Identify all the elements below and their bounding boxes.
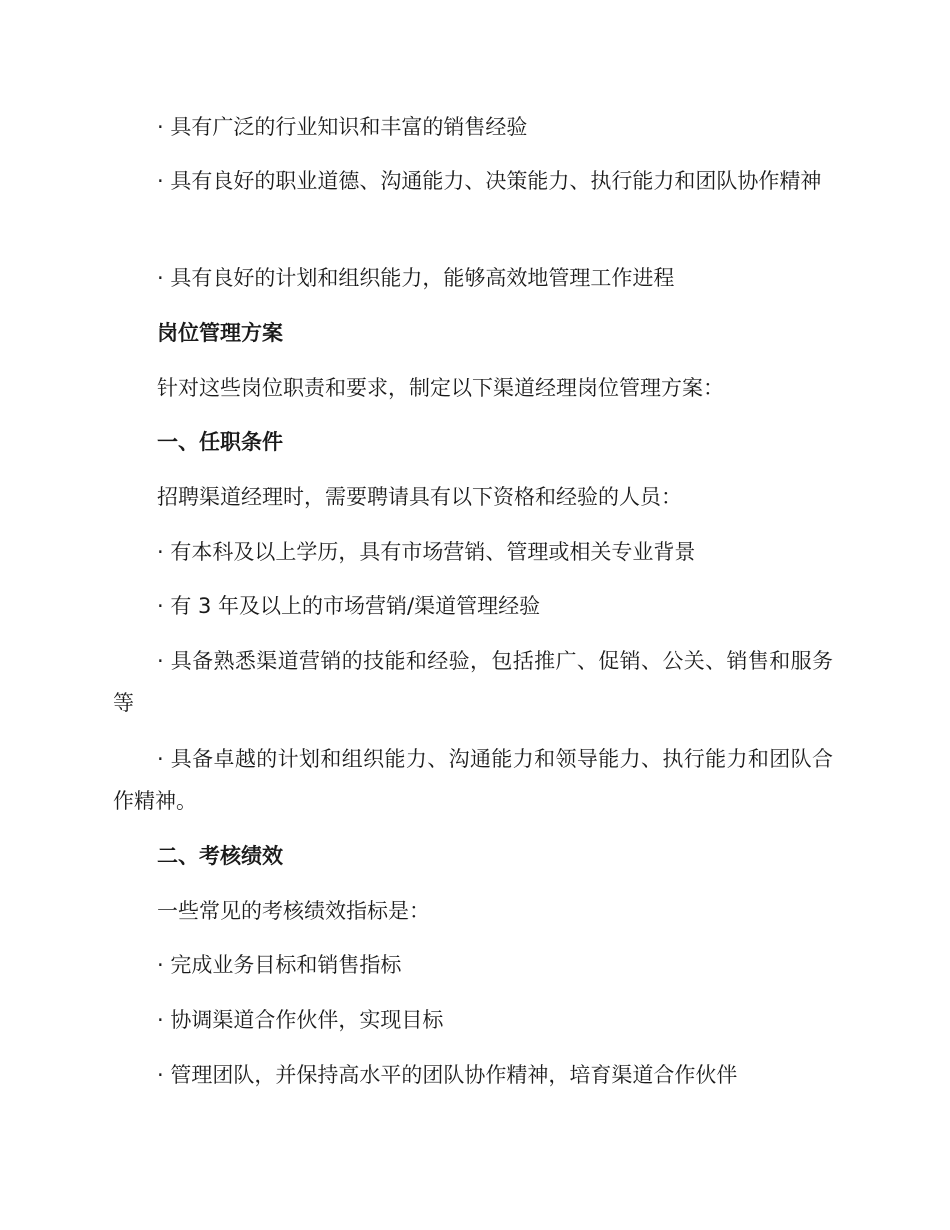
bullet-education: · 有本科及以上学历，具有市场营销、管理或相关专业背景 [157, 540, 696, 564]
bullet-professional-ethics: · 具有良好的职业道德、沟通能力、决策能力、执行能力和团队协作精神 [157, 169, 822, 193]
bullet-coordinate-partners: · 协调渠道合作伙伴，实现目标 [157, 1008, 444, 1032]
bullet-channel-marketing-skills: · 具备熟悉渠道营销的技能和经验，包括推广、促销、公关、销售和服务等 [113, 649, 833, 715]
bullet-experience-years: · 有 3 年及以上的市场营销/渠道管理经验 [157, 594, 541, 618]
paragraph-kpi-intro: 一些常见的考核绩效指标是： [157, 899, 430, 923]
section-heading-qualifications: 一、任职条件 [157, 430, 283, 454]
paragraph-plan-intro: 针对这些岗位职责和要求，制定以下渠道经理岗位管理方案： [157, 376, 724, 400]
paragraph-recruitment-intro: 招聘渠道经理时，需要聘请具有以下资格和经验的人员： [157, 485, 682, 509]
section-heading-performance: 二、考核绩效 [157, 844, 283, 868]
bullet-planning-organizing: · 具有良好的计划和组织能力，能够高效地管理工作进程 [157, 266, 675, 290]
bullet-industry-knowledge: · 具有广泛的行业知识和丰富的销售经验 [157, 115, 528, 139]
bullet-leadership-abilities: · 具备卓越的计划和组织能力、沟通能力和领导能力、执行能力和团队合作精神。 [113, 747, 833, 813]
bullet-team-management: · 管理团队，并保持高水平的团队协作精神，培育渠道合作伙伴 [157, 1063, 738, 1087]
section-heading-management-plan: 岗位管理方案 [157, 321, 283, 345]
bullet-business-targets: · 完成业务目标和销售指标 [157, 953, 402, 977]
